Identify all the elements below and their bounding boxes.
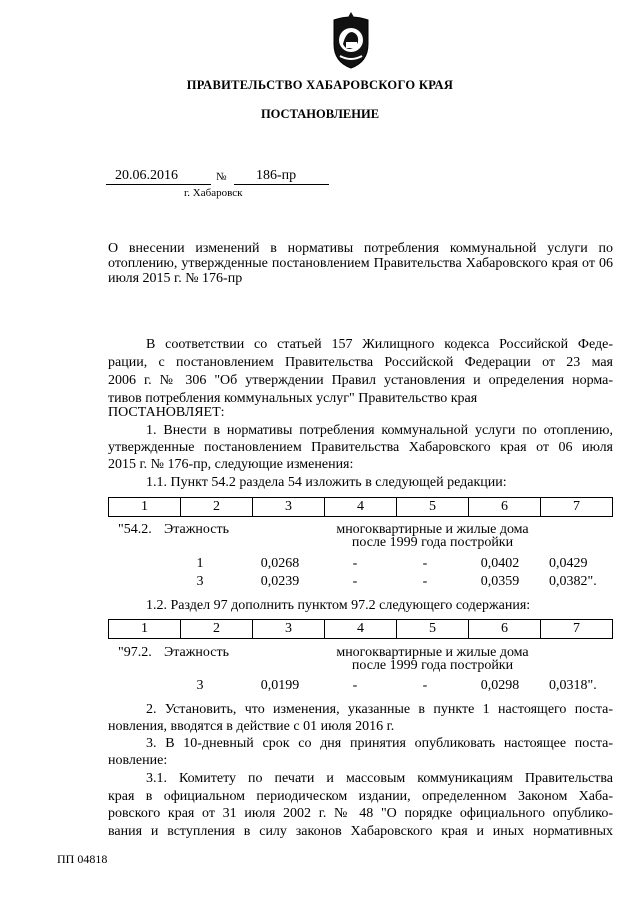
paragraph-line: края в официальном периодическом издании, определенном Законом Хаба- xyxy=(108,789,613,804)
table-header-cell: 1 xyxy=(109,498,181,517)
paragraph-line: В соответствии со статьей 157 Жилищного кодекса Российской Феде- xyxy=(146,337,613,352)
table-cell: 0,0239 xyxy=(260,574,300,589)
paragraph-line: 1. Внести в нормативы потребления коммунальной услуги по отоплению, xyxy=(146,423,613,438)
table-cell: 1 xyxy=(196,556,204,571)
paragraph-line: 1.1. Пункт 54.2 раздела 54 изложить в следующей редакции: xyxy=(146,475,507,490)
coat-of-arms-emblem xyxy=(326,12,376,70)
table-header-cell: 3 xyxy=(253,620,325,639)
government-title: ПРАВИТЕЛЬСТВО ХАБАРОВСКОГО КРАЯ xyxy=(186,78,454,92)
decree-number: 186-пр xyxy=(256,168,297,183)
table-cell: 0,0268 xyxy=(260,556,300,571)
table-cell: 0,0429 xyxy=(549,556,588,571)
table-cell: - xyxy=(422,678,428,693)
paragraph-line: ровского края от 31 июля 2002 г. № 48 "О порядке официального опублико- xyxy=(108,806,613,821)
paragraph-line: 2. Установить, что изменения, указанные в пункте 1 настоящего поста- xyxy=(146,702,613,717)
item-number: "54.2. xyxy=(118,522,152,537)
paragraph-line: утвержденные постановлением Правительства Хабаровского края от 06 июля xyxy=(108,440,613,455)
table-cell: - xyxy=(352,574,358,589)
paragraph-line: новления, вводятся в действие с 01 июля 2016 г. xyxy=(108,719,395,734)
decree-subject: О внесении изменений в нормативы потребления коммунальной услуги по отоплению, утвержденные постановлением Правительства Хабаровского края от 06 июля 2015 г. № 176-пр xyxy=(108,241,613,286)
table-cell: - xyxy=(422,556,428,571)
item-number: "97.2. xyxy=(118,645,152,660)
table-header-cell: 7 xyxy=(541,498,613,517)
table-header-cell: 6 xyxy=(469,620,541,639)
document-code: ПП 04818 xyxy=(57,852,108,866)
decree-date: 20.06.2016 xyxy=(115,168,178,183)
table-header-cell: 4 xyxy=(325,620,397,639)
paragraph-line: 3.1. Комитету по печати и массовым коммуникациям Правительства xyxy=(146,771,613,786)
city: г. Хабаровск xyxy=(184,187,243,199)
table-header-cell: 3 xyxy=(253,498,325,517)
table-cell: 0,0318". xyxy=(549,678,597,693)
table-header-cell: 7 xyxy=(541,620,613,639)
table-cell: 3 xyxy=(196,574,204,589)
paragraph-line: 1.2. Раздел 97 дополнить пунктом 97.2 следующего содержания: xyxy=(146,598,531,613)
paragraph-line: ПОСТАНОВЛЯЕТ: xyxy=(108,405,225,420)
building-note: многоквартирные и жилые дома xyxy=(336,522,529,537)
table-1-header xyxy=(108,497,613,517)
paragraph-line: тивов потребления коммунальных услуг" Правительство края xyxy=(108,391,478,406)
table-cell: - xyxy=(352,678,358,693)
table-header-cell: 2 xyxy=(181,498,253,517)
table-header-cell: 6 xyxy=(469,498,541,517)
table-header-cell: 5 xyxy=(397,620,469,639)
number-sign: № xyxy=(216,171,227,183)
paragraph-line: 2015 г. № 176-пр, следующие изменения: xyxy=(108,457,354,472)
table-cell: - xyxy=(352,556,358,571)
table-header-cell: 5 xyxy=(397,498,469,517)
paragraph-line: 2006 г. № 306 "Об утверждении Правил установления и определения норма- xyxy=(108,373,613,388)
number-underline xyxy=(234,184,329,185)
paragraph-line: новление: xyxy=(108,753,168,768)
building-note: после 1999 года постройки xyxy=(351,535,514,550)
table-cell: 3 xyxy=(196,678,204,693)
table-cell: 0,0359 xyxy=(480,574,520,589)
floors-label: Этажность xyxy=(164,645,229,660)
table-header-cell: 4 xyxy=(325,498,397,517)
paragraph-line: рации, с постановлением Правительства Российской Федерации от 23 мая xyxy=(108,355,613,370)
table-cell: 0,0382". xyxy=(549,574,597,589)
table-cell: 0,0199 xyxy=(260,678,300,693)
table-2-header xyxy=(108,619,613,639)
paragraph-line: вания и вступления в силу законов Хабаровского края и иных нормативных xyxy=(108,824,613,839)
building-note: после 1999 года постройки xyxy=(351,658,514,673)
building-note: многоквартирные и жилые дома xyxy=(336,645,529,660)
document-type: ПОСТАНОВЛЕНИЕ xyxy=(260,107,380,121)
table-cell: - xyxy=(422,574,428,589)
date-underline xyxy=(106,184,211,185)
table-header-cell: 2 xyxy=(181,620,253,639)
floors-label: Этажность xyxy=(164,522,229,537)
table-header-cell: 1 xyxy=(109,620,181,639)
table-cell: 0,0298 xyxy=(480,678,520,693)
table-cell: 0,0402 xyxy=(480,556,520,571)
paragraph-line: 3. В 10-дневный срок со дня принятия опубликовать настоящее поста- xyxy=(146,736,613,751)
